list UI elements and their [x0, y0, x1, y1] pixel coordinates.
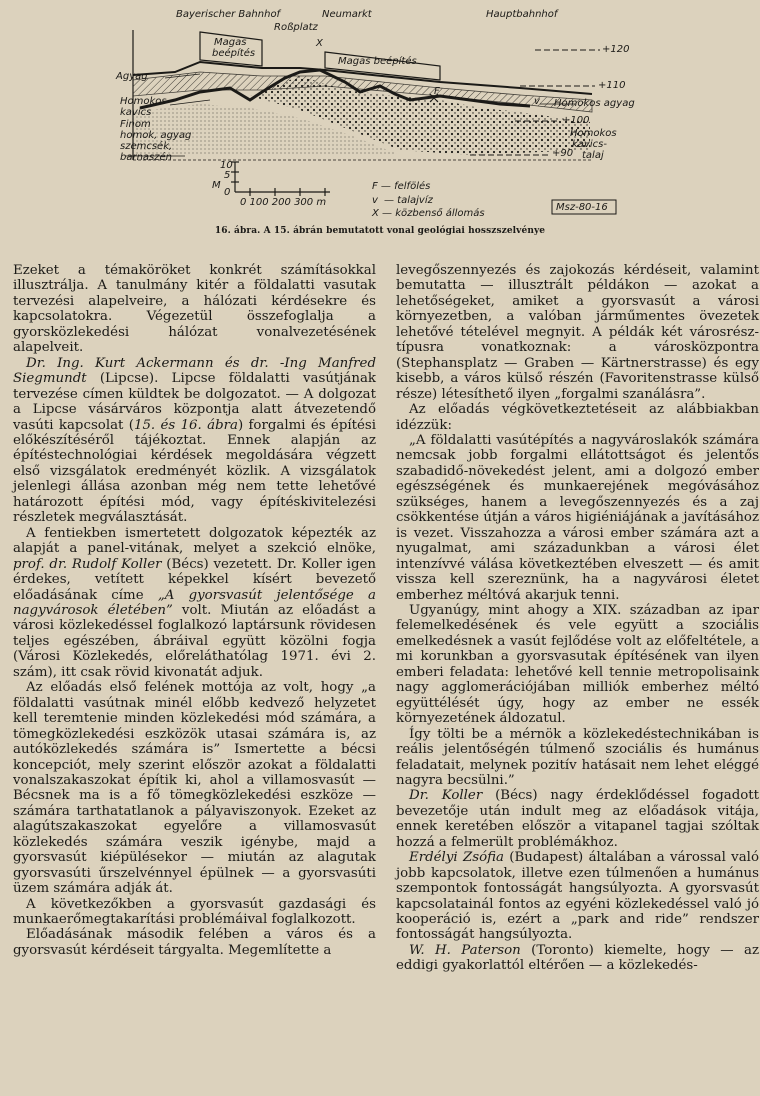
label-scale-5: 5 [224, 170, 231, 181]
label-scale-m: M [212, 180, 221, 191]
label-homokos-agyag: Homokos agyag [554, 98, 635, 109]
right-column [396, 263, 759, 974]
figure-caption: 16. ábra. A 15. ábrán bemutatott vonal geológiai hosszszelvénye [214, 226, 546, 236]
paragraph: Dr. Koller (Bécs) nagy érdeklődéssel fogadott bevezetője után indult meg az előadások vitája, ennek keretében először a vitapanel tagjai szóltak hozzá a felmerült problémákhoz. [396, 788, 759, 850]
paragraph: „A földalatti vasútépítés a nagyvároslakók számára nemcsak jobb forgalmi ellátottságot és jelentős szabadidő-növekedést jelent, ami a dolgozó ember egészségének és munkaerejének megóvásához szükséges, hanem a levegőszennyezés és a zaj csökkentése útján a város higiéniájának a javításához is vezet. Visszahozza a városi ember számára azt a nyugalmat, ami századunkban a városi élet intenzívvé válása következtében elveszett — és amit vissza kell szereznünk, ha a nagyvárosi életet emberhez méltóvá akarjuk tenni. [396, 432, 759, 603]
label-v-mark: v [534, 96, 540, 107]
label-rossplatz: Roßplatz [274, 22, 318, 33]
scale-bar [231, 162, 330, 196]
paragraph: Az előadás első felének mottója az volt, hogy „a földalatti vasútnak minél előbb kedvező helyzetet kell teremtenie minden közlekedési mód számára, a tömegközlekedési eszközök utasai számára is, az autóközlekedés számára is” Ismertette a bécsi koncepciót, mely szerint először azokat a földalatti vonalszakaszokat építik ki, ahol a villamosvasút — Bécsnek ma is a fő tömegközlekedési eszköze — számára tarthatatlanok a pályaviszonyok. Ezeket az alagútszakaszokat egyelőre a villamosvasút közlekedés számára veszik igénybe, majd a gyorsvasút kiépülésekor — miután az alagutak gyorsvasúti űrszelvénnyel épülnek — a gyorsvasúti üzem számára adják át. [13, 680, 376, 897]
label-magas-beepites-1b: beépítés [212, 48, 256, 59]
legend-groundwater-symbol: v [372, 195, 378, 206]
label-scale-0: 0 [224, 187, 231, 198]
paragraph: Az előadás végkövetkeztetéseit az alábbiakban idézzük: [396, 402, 759, 433]
label-homokos-kavics-a: Homokos [120, 96, 167, 107]
legend-kozbenso-allomas: X — közbenső állomás [372, 208, 485, 219]
paragraph: Előadásának második felében a város és a gyorsvasút kérdéseit tárgyalta. Megemlítette a [13, 927, 376, 958]
label-scale-horizontal: 0 100 200 300 m [240, 197, 327, 208]
label-finom-3: szemcsék, [120, 141, 173, 152]
label-scale-10: 10 [220, 160, 233, 171]
label-homokos-kavicstalaj-3: talaj [582, 150, 604, 161]
lecture-title: „A gyorsvasút jelentősége a nagyvárosok életében” [13, 587, 376, 618]
label-homokos-kavicstalaj-1: Homokos [570, 128, 617, 139]
label-f-mark: F [434, 86, 440, 97]
paragraph: Dr. Ing. Kurt Ackermann és dr. -Ing Manfred Siegmundt (Lipcse). Lipcse földalatti vasútjának tervezése címen küldtek be dolgozatot. — A dolgozat a Lipcse vásárváros központja alatt átvezetendő vasúti kapcsolat (15. és 16. ábra) forgalmi és építési előkészítéséről tájékoztat. Ennek alapján az építéstechnológiai kérdések megoldására végzett első vizsgálatok eredményét közlik. A vizsgálatok jelenlegi állása azonban még nem tette lehetővé határozott építési mód, vagy építéskivitelezési részletek megválasztását. [13, 355, 376, 526]
author-name: Dr. Koller [409, 788, 483, 804]
label-hauptbahnhof: Hauptbahnhof [486, 9, 558, 20]
label-elev-100: +100 [562, 115, 590, 126]
paragraph: Ezeket a témaköröket konkrét számításokkal illusztrálja. A tanulmány kitér a földalatti vasutak tervezési alapelveire, a hálózati kérdésekre és kapcsolatokra. Végezetül összefoglalja a gyorsközlekedési hálózat vonalvezetésének alapelveit. [13, 263, 376, 356]
figure-reference: 15. és 16. ábra [133, 417, 238, 433]
label-elev-90: +90 [552, 148, 574, 159]
legend-felfoles: F — felfölés [372, 181, 431, 192]
left-column [13, 263, 376, 958]
paragraph: Ugyanúgy, mint ahogy a XIX. században az ipar felemelkedésének és vele együtt a szociális emelkedésnek a vasút fejlődése volt az előfeltétele, a mi korunkban a gyorsvasutak építésének van ilyen emberi feladata: lehetővé kell tennie metropolisaink nagy agglomerációjában milliók emberhez méltó együttélését úgy, hogy az ember ne essék környezetének áldozatul. [396, 602, 759, 727]
paragraph: Így tölti be a mérnök a közlekedéstechnikában is reális jelentőségén túlmenő szociális és humánus feladatait, melynek pozitív hatásait nem lehet eléggé nagyra becsülni.” [396, 726, 759, 788]
legend-talajviz: — talajvíz [384, 195, 433, 206]
paragraph: A fentiekben ismertetett dolgozatok képezték az alapját a panel-vitának, melyet a szekció elnöke, prof. dr. Rudolf Koller (Bécs) vezetett. Dr. Koller igen érdekes, vetített képekkel kísért bevezető előadásának címe „A gyorsvasút jelentősége a nagyvárosok életében” volt. Miután az előadást a városi közlekedéssel foglalkozó laptársunk rövidesen teljes egészében, ábráival együtt közölni fogja (Városi Közlekedés, előreláthatólag 1971. évi 2. szám), itt csak rövid kivonatát adjuk. [13, 525, 377, 680]
label-elev-120: +120 [602, 44, 630, 55]
paragraph: A következőkben a gyorsvasút gazdasági és munkaerőmegtakarítási problémáival foglalkozott. [13, 896, 376, 928]
label-neumarkt: Neumarkt [322, 9, 372, 20]
paragraph: W. H. Paterson (Toronto) kiemelte, hogy — az eddigi gyakorlattól eltérően — a közlekedés- [396, 942, 759, 974]
label-finom-1: Finom [120, 119, 151, 130]
author-name: Dr. Ing. Kurt Ackermann és dr. -Ing Manfred Siegmundt [13, 355, 376, 387]
label-elev-110: +110 [598, 80, 626, 91]
label-barnaszen: barnaszén [120, 152, 173, 163]
author-name: Erdélyi Zsófia [409, 850, 504, 866]
label-x-station: X [316, 38, 323, 49]
label-bayerischer-bahnhof: Bayerischer Bahnhof [176, 9, 281, 20]
label-agyag: Agyag [116, 71, 148, 82]
paragraph: levegőszennyezés és zajokozás kérdéseit, valamint bemutatta — illusztrált példákon — azokat a lehetőségeket, amiket a gyorsvasút a városi környezetben, a valóban járműmentes övezetek lehetővé tételével megnyit. A példák két városrész-típusra vonatkoznak: a városközpontra (Stephansplatz — Graben — Kärtnerstrasse) és egy kisebb, a város külső részén (Favoritenstrasse külső része) létesíthető ilyen „forgalmi szanálásra”. [396, 263, 759, 402]
paragraph: Erdélyi Zsófia (Budapest) általában a várossal való jobb kapcsolatok, illetve ezen túlmenően a humánus szempontok fontosságát hangsúlyozta. A gyorsvasút kapcsolatainál fontos az egyéni közlekedéssel való jó kooperáció is, ezért a „park and ride” rendszer fontosságát hangsúlyozta. [396, 850, 759, 943]
label-magas-beepites-2: Magas beépítés [338, 56, 417, 67]
author-name: W. H. Paterson [409, 942, 521, 958]
label-homokos-kavics-b: kavics [120, 107, 152, 118]
label-magas-beepites-1a: Magas [214, 37, 247, 48]
label-homokos-kavicstalaj-2: kavics- [572, 139, 607, 150]
label-msz: Msz-80-16 [556, 202, 608, 213]
geological-profile-figure [0, 0, 760, 246]
author-name: prof. dr. Rudolf Koller [13, 556, 162, 572]
label-finom-2: homok, agyag [120, 130, 192, 141]
